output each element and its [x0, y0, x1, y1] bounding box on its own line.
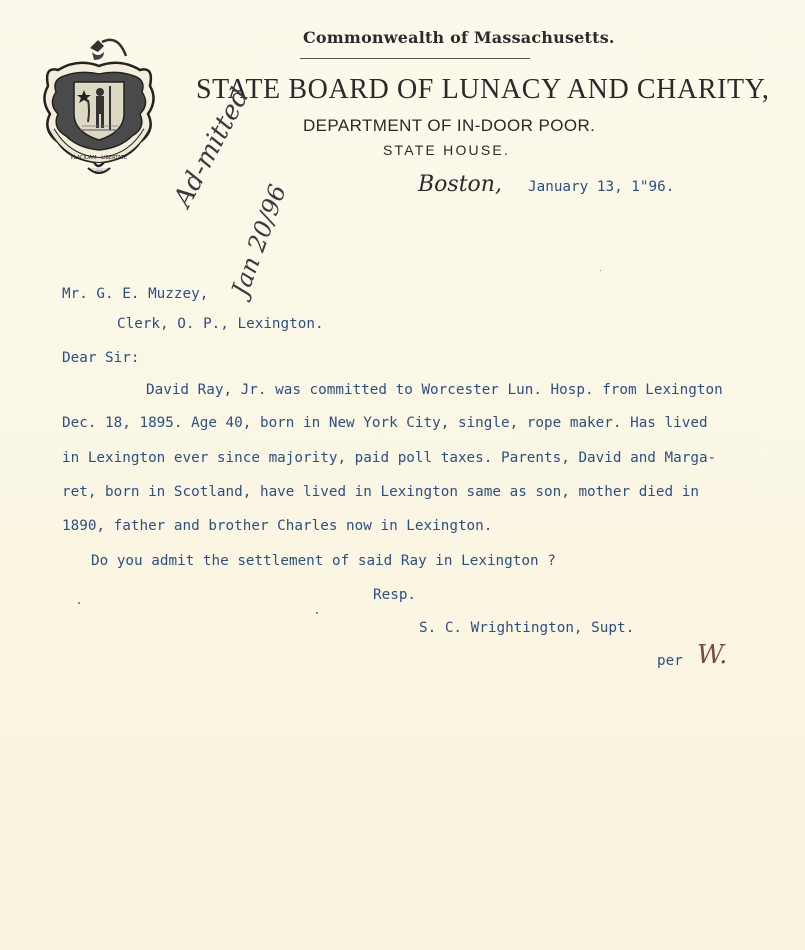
svg-text:SEP: SEP [95, 170, 103, 175]
heading-rule [300, 58, 530, 59]
body-line: 1890, father and brother Charles now in Lexington. [62, 518, 493, 534]
paper-speck [600, 270, 601, 271]
body-line: David Ray, Jr. was committed to Worcester Lun. Hosp. from Lexington [146, 382, 723, 398]
letter-date: January 13, 1"96. [528, 179, 675, 195]
salutation: Dear Sir: [62, 350, 140, 366]
recipient-title: Clerk, O. P., Lexington. [117, 316, 324, 332]
recipient-name: Mr. G. E. Muzzey, [62, 286, 209, 302]
question-line: Do you admit the settlement of said Ray in Lexington ? [91, 553, 556, 569]
handwritten-note-line1: Ad-mitted [168, 83, 256, 213]
per-label: per [657, 653, 683, 669]
department-title: DEPARTMENT OF IN-DOOR POOR. [303, 116, 596, 135]
closing: Resp. [373, 587, 417, 603]
body-line: in Lexington ever since majority, paid poll taxes. Parents, David and Marga- [62, 450, 717, 466]
city-label: Boston, [418, 172, 502, 197]
handwritten-note-line2: Jan 20/96 [226, 180, 293, 300]
handwritten-initial: W. [697, 640, 728, 670]
board-title: STATE BOARD OF LUNACY AND CHARITY, [196, 74, 770, 105]
state-house-label: STATE HOUSE. [383, 142, 511, 158]
svg-text:PLACIDAM · LIBERTATE: PLACIDAM · LIBERTATE [70, 155, 128, 161]
commonwealth-heading: Commonwealth of Massachusetts. [303, 28, 615, 47]
body-line: ret, born in Scotland, have lived in Lexington same as son, mother died in [62, 484, 699, 500]
signature: S. C. Wrightington, Supt. [419, 620, 635, 636]
paper-speck [316, 612, 318, 614]
massachusetts-seal-icon [38, 30, 160, 180]
paper-speck [78, 602, 80, 604]
body-line: Dec. 18, 1895. Age 40, born in New York City, single, rope maker. Has lived [62, 415, 708, 431]
